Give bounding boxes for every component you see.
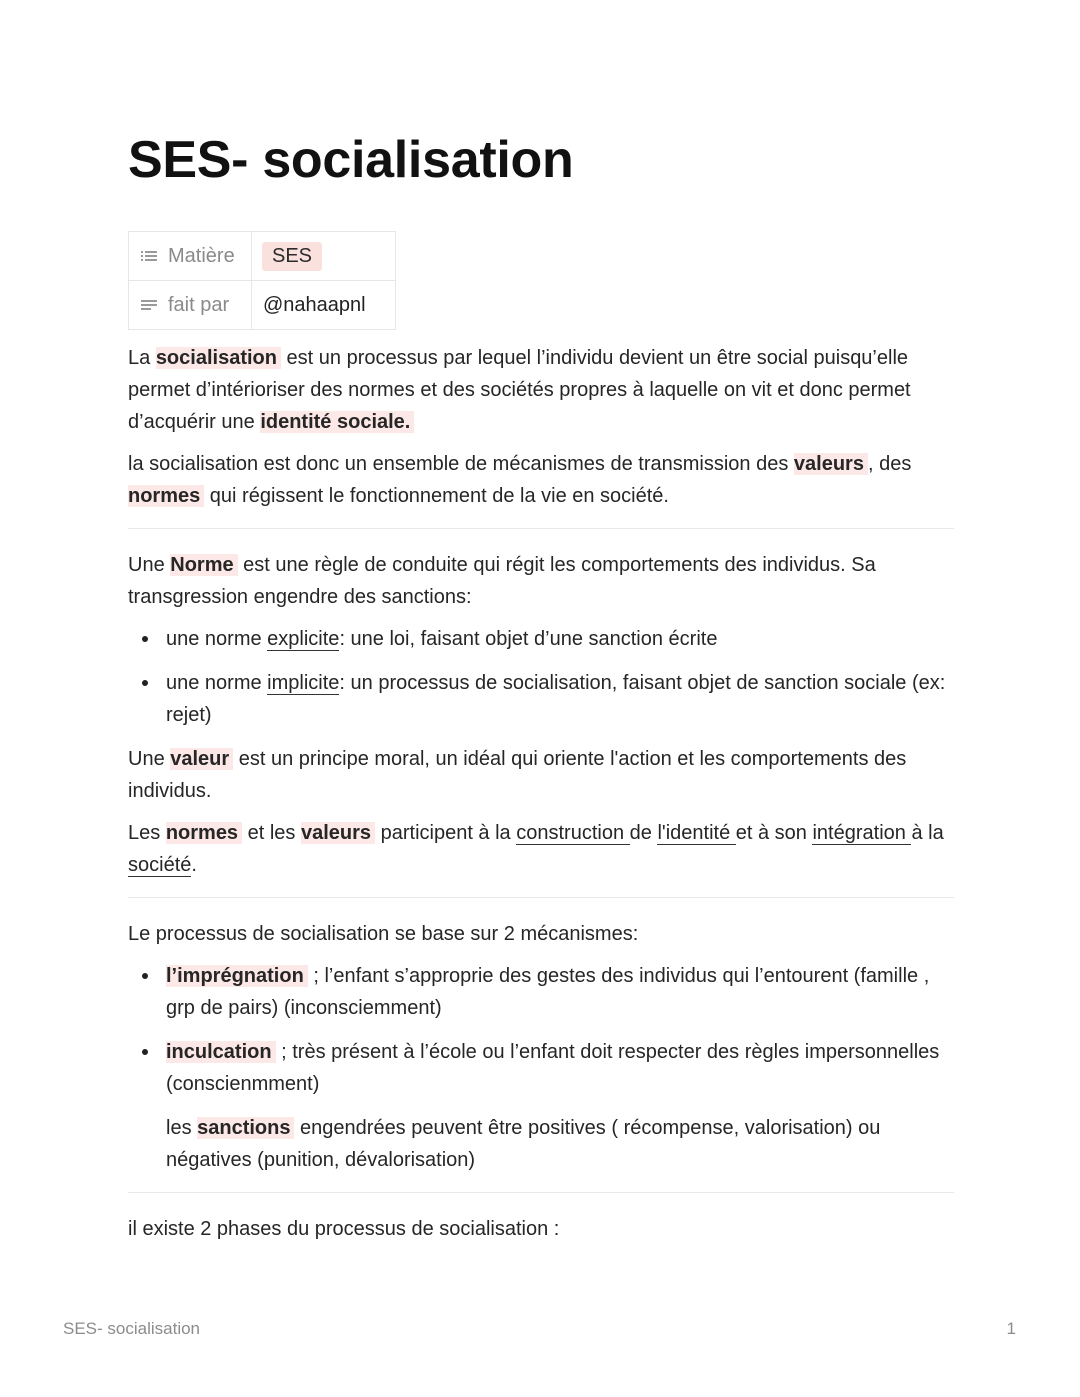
highlight-term: valeurs [301, 822, 375, 844]
paragraph-identite: Les normes et les valeurs participent à la construction de l'identité et à son intégration à la société. [128, 822, 944, 876]
property-value-cell[interactable] [252, 232, 396, 281]
list-item: inculcation ; très présent à l’école ou l’enfant doit respecter des règles impersonnelles (conscienmment) [128, 1036, 954, 1100]
highlight-term: identité sociale. [260, 411, 414, 433]
property-key-cell [129, 232, 252, 281]
underlined-term: société [128, 854, 192, 876]
bullet-list-mecanismes [128, 960, 954, 1100]
underlined-term: intégration [812, 822, 912, 844]
highlight-term: valeurs [794, 453, 868, 475]
paragraph-mechanisms: la socialisation est donc un ensemble de mécanismes de transmission des valeurs , des normes qui régissent le fonctionnement de la vie en société. [128, 453, 912, 507]
highlight-term: valeur [170, 748, 233, 770]
paragraph-processus: Le processus de socialisation se base sur 2 mécanismes: [128, 923, 639, 945]
highlight-term: sanctions [197, 1117, 294, 1139]
page-number: 1 [1006, 1319, 1016, 1338]
divider [128, 897, 954, 898]
paragraph-sanctions: les sanctions engendrées peuvent être positives ( récompense, valorisation) ou négatives (punition, dévalorisation) [166, 1117, 881, 1171]
paragraph-valeur: Une valeur est un principe moral, un idéal qui oriente l'action et les comportements des individus. [128, 748, 907, 802]
highlight-term: normes [166, 822, 242, 844]
highlight-term: normes [128, 485, 204, 507]
property-row-matiere [129, 232, 396, 281]
underlined-term: implicite [267, 672, 340, 694]
underlined-term: l'identité [657, 822, 736, 844]
author-value[interactable]: @nahaapnl [263, 293, 366, 316]
property-value-cell[interactable] [252, 281, 396, 330]
property-row-fait-par [129, 281, 396, 330]
paragraph-definition: La socialisation est un processus par lequel l’individu devient un être social puisqu’elle permet d’intérioriser des normes et des sociétés propres à laquelle on vit et donc permet d’acquérir une identité sociale. [128, 347, 911, 433]
highlight-term: Norme [170, 554, 237, 576]
list-item: l’imprégnation ; l’enfant s’approprie des gestes des individus qui l’entourent (famille , grp de pairs) (inconsciemment) [128, 960, 954, 1024]
list-item: une norme implicite: un processus de socialisation, faisant objet de sanction sociale (ex: rejet) [128, 667, 954, 731]
paragraph-phases: il existe 2 phases du processus de socialisation : [128, 1218, 560, 1240]
footer-title: SES- socialisation [63, 1319, 201, 1338]
list-icon [140, 248, 158, 264]
underlined-term: explicite [267, 628, 340, 650]
page-title: SES- socialisation [128, 131, 574, 189]
bullet-list-normes [128, 623, 954, 731]
document-body [128, 342, 954, 1255]
paragraph-norme: Une Norme est une règle de conduite qui régit les comportements des individus. Sa transgression engendre des sanctions: [128, 554, 876, 608]
property-label-fait-par: fait par [168, 293, 230, 316]
property-label-matiere: Matière [168, 244, 235, 267]
highlight-term: inculcation [166, 1041, 276, 1063]
highlight-term: socialisation [156, 347, 281, 369]
highlight-term: l’imprégnation [166, 965, 308, 987]
property-key-cell [129, 281, 252, 330]
properties-table [128, 231, 396, 330]
divider [128, 1192, 954, 1193]
divider [128, 528, 954, 529]
subject-tag[interactable]: SES [262, 242, 322, 271]
underlined-term: construction [516, 822, 630, 844]
text-lines-icon [140, 297, 158, 313]
list-item: une norme explicite: une loi, faisant objet d’une sanction écrite [128, 623, 954, 655]
